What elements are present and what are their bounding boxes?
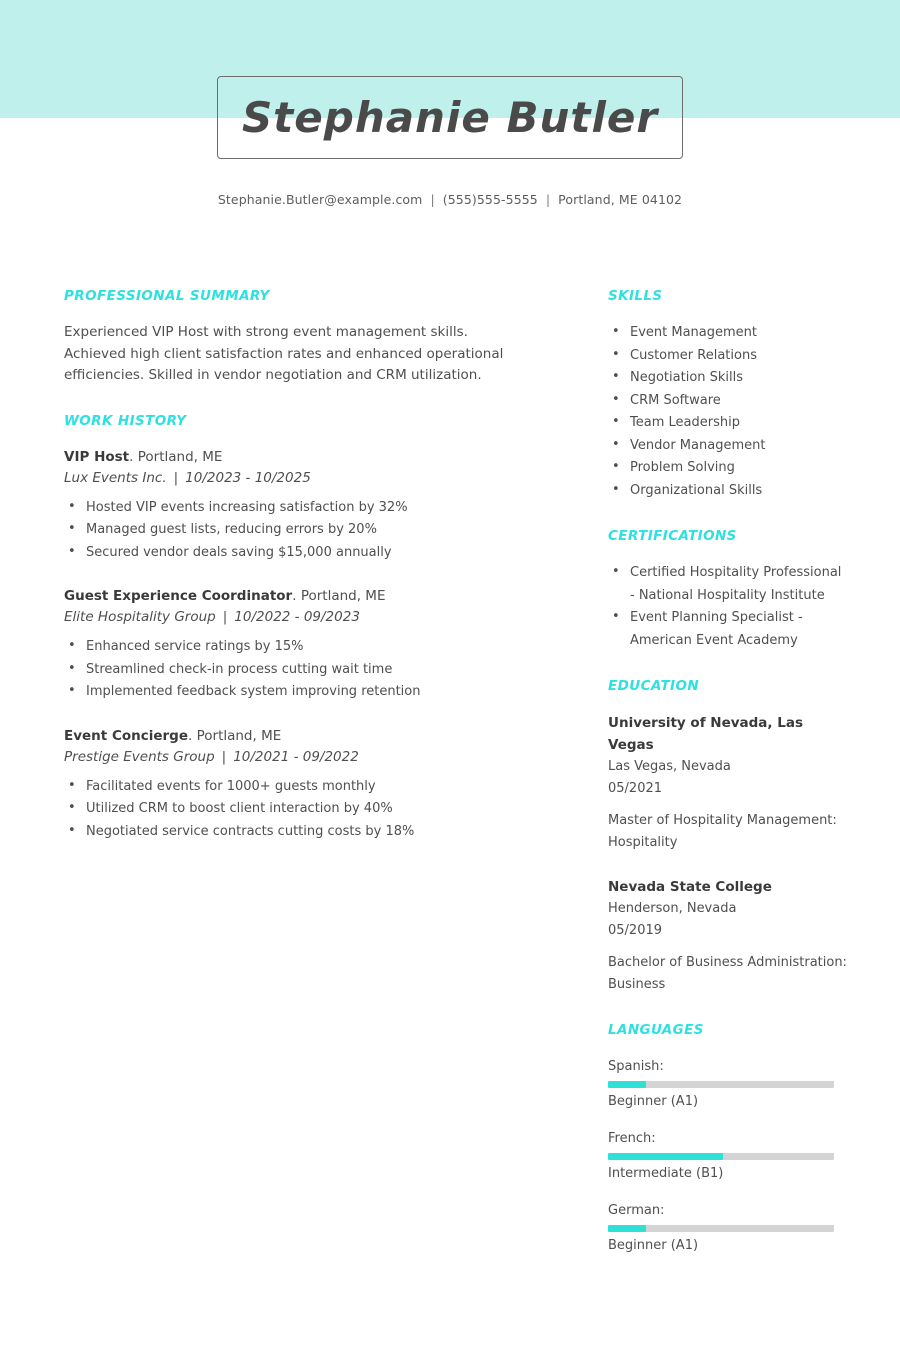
- job-company-line: [64, 468, 534, 489]
- job-separator: |: [221, 748, 227, 765]
- education-degree: Master of Hospitality Management: Hospitality: [608, 813, 837, 850]
- job-title-line: [64, 726, 534, 747]
- language-name: German:: [608, 1203, 665, 1218]
- job-title: VIP Host: [64, 448, 130, 465]
- language-name: French:: [608, 1131, 656, 1146]
- job-bullet: • Secured vendor deals saving $15,000 annually: [64, 542, 534, 565]
- section-heading-education: EDUCATION: [608, 678, 700, 694]
- certification-item: • Certified Hospitality Professional - National Hospitality Institute: [608, 562, 848, 607]
- job-company-line: [64, 747, 534, 768]
- contact-phone: (555)555-5555: [442, 192, 538, 207]
- language-entry: [608, 1200, 848, 1256]
- section-work-history: [64, 413, 534, 844]
- job-title-line: [64, 447, 534, 468]
- section-professional-summary: [64, 288, 534, 387]
- section-skills: [608, 288, 848, 502]
- language-proficiency-fill: [608, 1081, 646, 1088]
- section-heading-certifications: CERTIFICATIONS: [608, 528, 737, 544]
- job-bullet: • Managed guest lists, reducing errors by 20%: [64, 519, 534, 542]
- skill-item: • Team Leadership: [608, 412, 848, 435]
- education-list: [608, 712, 848, 996]
- professional-summary-text: Experienced VIP Host with strong event management skills. Achieved high client satisfaction rates and enhanced operational efficiencies. Skilled in vendor negotiation and CRM utilization.: [64, 324, 504, 383]
- job-company-line: [64, 607, 534, 628]
- language-name: Spanish:: [608, 1059, 664, 1074]
- education-degree: Bachelor of Business Administration: Business: [608, 955, 847, 992]
- language-proficiency-bar: [608, 1081, 834, 1088]
- work-history-list: [64, 447, 534, 844]
- job-bullet: • Enhanced service ratings by 15%: [64, 636, 534, 659]
- skill-item: • Event Management: [608, 322, 848, 345]
- job-location: Portland, ME: [137, 448, 223, 465]
- language-proficiency-fill: [608, 1153, 723, 1160]
- section-heading-work-history: WORK HISTORY: [64, 412, 187, 429]
- job-company: Lux Events Inc.: [64, 469, 167, 486]
- contact-line: [0, 192, 900, 207]
- name-box: [217, 76, 683, 159]
- section-certifications: [608, 528, 848, 652]
- skill-item: • CRM Software: [608, 390, 848, 413]
- job-separator: |: [173, 469, 179, 486]
- job-bullet: • Implemented feedback system improving retention: [64, 681, 534, 704]
- section-heading-languages: LANGUAGES: [608, 1022, 704, 1038]
- job-bullet: • Utilized CRM to boost client interaction by 40%: [64, 798, 534, 821]
- certifications-list: [608, 562, 848, 652]
- section-heading-skills: SKILLS: [608, 288, 663, 304]
- job-title-suffix: .: [188, 727, 193, 744]
- job-separator: |: [222, 609, 228, 625]
- education-date: 05/2019: [608, 923, 663, 938]
- job-title: Event Concierge: [64, 727, 188, 744]
- skill-item: • Vendor Management: [608, 435, 848, 458]
- job-dates: 10/2022 - 09/2023: [234, 609, 360, 625]
- job-title-suffix: .: [129, 448, 134, 465]
- skill-item: • Organizational Skills: [608, 480, 848, 503]
- page-title: Stephanie Butler: [241, 93, 659, 142]
- language-proficiency-fill: [608, 1225, 646, 1232]
- work-history-entry: [64, 586, 534, 704]
- education-location: Las Vegas, Nevada: [608, 759, 731, 774]
- language-level: Intermediate (B1): [608, 1166, 724, 1181]
- skill-item: • Problem Solving: [608, 457, 848, 480]
- job-title-line: [64, 586, 534, 607]
- language-entry: [608, 1056, 848, 1112]
- job-dates: 10/2021 - 09/2022: [233, 748, 359, 765]
- language-proficiency-bar: [608, 1153, 834, 1160]
- job-dates: 10/2023 - 10/2025: [185, 469, 311, 486]
- job-bullet-list: [64, 636, 534, 704]
- right-column: [608, 288, 848, 1282]
- contact-separator-1: |: [430, 192, 435, 207]
- language-level: Beginner (A1): [608, 1094, 699, 1109]
- skill-item: • Negotiation Skills: [608, 367, 848, 390]
- job-bullet: • Streamlined check-in process cutting wait time: [64, 659, 534, 682]
- education-date: 05/2021: [608, 781, 663, 796]
- work-history-entry: [64, 726, 534, 844]
- job-company: Elite Hospitality Group: [64, 609, 216, 625]
- contact-email: Stephanie.Butler@example.com: [217, 192, 423, 207]
- work-history-entry: [64, 447, 534, 565]
- languages-list: [608, 1056, 848, 1256]
- education-location: Henderson, Nevada: [608, 901, 737, 916]
- education-entry: [608, 712, 848, 854]
- section-heading-professional-summary: PROFESSIONAL SUMMARY: [64, 288, 270, 304]
- job-bullet: • Negotiated service contracts cutting costs by 18%: [64, 821, 534, 844]
- job-bullet-list: [64, 776, 534, 844]
- language-entry: [608, 1128, 848, 1184]
- left-column: [64, 288, 534, 869]
- contact-separator-2: |: [545, 192, 551, 207]
- job-bullet-list: [64, 497, 534, 565]
- job-location: Portland, ME: [196, 727, 282, 744]
- job-title-suffix: .: [292, 588, 297, 604]
- job-title: Guest Experience Coordinator: [64, 588, 293, 604]
- job-bullet: • Hosted VIP events increasing satisfaction by 32%: [64, 497, 534, 520]
- skill-item: • Customer Relations: [608, 345, 848, 368]
- education-school: University of Nevada, Las Vegas: [608, 715, 803, 753]
- education-entry: [608, 876, 848, 996]
- job-bullet: • Facilitated events for 1000+ guests monthly: [64, 776, 534, 799]
- skills-list: [608, 322, 848, 502]
- language-level: Beginner (A1): [608, 1238, 699, 1253]
- education-school: Nevada State College: [608, 879, 772, 895]
- job-company: Prestige Events Group: [64, 748, 215, 765]
- section-education: [608, 678, 848, 996]
- certification-item: • Event Planning Specialist - American Event Academy: [608, 607, 848, 652]
- language-proficiency-bar: [608, 1225, 834, 1232]
- job-location: Portland, ME: [300, 588, 386, 604]
- section-languages: [608, 1022, 848, 1256]
- contact-location: Portland, ME 04102: [558, 192, 683, 207]
